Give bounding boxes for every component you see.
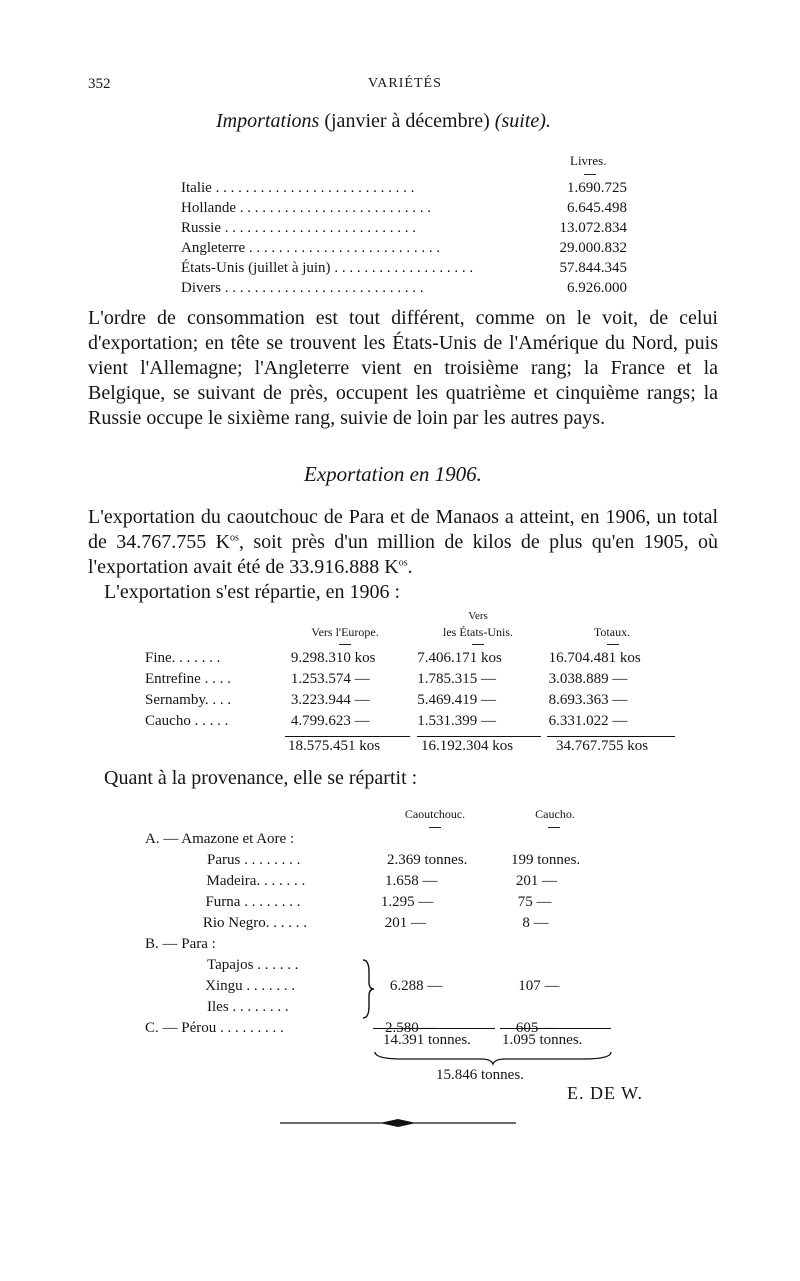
import-value: 6.645.498 xyxy=(567,200,627,216)
row-label: Iles xyxy=(207,999,229,1015)
import-row: Italie . . . . . . . . . . . . . . . . . . . . . . . . . . . 1.690.725 Hollande . . . . . . . . . . . . . . . . . . . . . . . . . . 6.645.498 Russie . . . . . . . . . . . . . . . . . . . . . . . . . . 13.072.834 Angleterre . . . . . . . . . . . . . . . . . . . . . . . . . . 29.000.832 États-Unis (juillet à juin) . . . . . . . . . . . . . . . . . . . 57.844.345 Divers . . . . . . . . . . . . . . . . . . . . . . . . . . . 6.926.000 xyxy=(181,180,627,296)
unit-label: Livres. xyxy=(570,153,607,168)
heading-italic: Importations xyxy=(216,110,320,132)
p2-part-b: , soit près d'un million de kilos de plus qu'en 1905, où l'exportation avait été de 33.916.888 K xyxy=(88,531,718,578)
page-number: 352 xyxy=(88,76,111,92)
cell-europe: 3.223.944 — xyxy=(290,692,370,708)
p2-sup-1: os xyxy=(230,532,239,544)
p2-part-c: . xyxy=(407,556,413,578)
table-row: Tapajos . . . . . . xyxy=(207,957,299,973)
cell-usa: 7.406.171 kos xyxy=(417,650,502,666)
cell-usa: 1.531.399 — xyxy=(417,713,497,729)
cell-caoutchouc: 2.580 — xyxy=(384,1020,438,1036)
row-label: Furna xyxy=(205,894,241,910)
total-usa: 16.192.304 kos xyxy=(421,738,514,754)
cell-usa: 5.469.419 — xyxy=(417,692,497,708)
row-label: Parus xyxy=(207,852,241,868)
heading-rest: (janvier à décembre) xyxy=(324,110,490,132)
prov-total-caoutchouc: 14.391 tonnes. xyxy=(383,1032,471,1048)
cell-caucho: 8 — xyxy=(522,915,549,931)
row-label: Madeira xyxy=(206,873,257,889)
export-col-totaux: Totaux. xyxy=(593,625,631,639)
brace-icon xyxy=(361,958,375,1020)
prov-col-caoutchouc: Caoutchouc. xyxy=(404,807,466,821)
col-dash xyxy=(429,827,441,828)
row-label: Rio Negro xyxy=(202,915,266,931)
cell-total: 16.704.481 kos xyxy=(548,650,641,666)
table-row: Parus . . . . . . . . 2.369 tonnes. 199 tonnes. xyxy=(145,850,625,871)
row-label: Caucho xyxy=(145,713,191,729)
import-value: 29.000.832 xyxy=(559,240,627,256)
cell-caucho: 605 — xyxy=(515,1020,558,1036)
total-rule xyxy=(285,736,410,737)
row-label: Sernamby xyxy=(145,692,205,708)
total-all: 34.767.755 kos xyxy=(556,738,649,754)
cell-caucho: 107 — xyxy=(518,978,560,994)
import-value: 13.072.834 xyxy=(559,220,627,236)
cell-caucho: 75 — xyxy=(517,894,552,910)
cell-total: 3.038.889 — xyxy=(548,671,628,687)
import-label: Angleterre xyxy=(181,240,246,256)
import-label: Hollande xyxy=(181,200,236,216)
total-brace-icon xyxy=(373,1050,613,1066)
import-value: 1.690.725 xyxy=(567,180,627,196)
table-row: Iles . . . . . . . . xyxy=(207,999,289,1015)
paragraph-consommation: L'ordre de consommation est tout différent, comme on le voit, de celui d'exportation; en tête se trouvent les États-Unis de l'Amérique du Nord, puis vient l'Allemagne; l'Angleterre vient en troisième rang; la France et la Belgique, se suivant de près, occupent les quatrième et cinquième rangs; la Russie occupe le sixième rang, suivie de loin par les autres pays. xyxy=(88,307,718,429)
import-value: 57.844.345 xyxy=(559,260,627,276)
paragraph-exportation xyxy=(88,505,718,580)
section-heading-exportation: Exportation en 1906. xyxy=(304,462,482,486)
col-dash xyxy=(607,644,619,645)
row-label: Tapajos xyxy=(207,957,254,973)
import-value: 6.926.000 xyxy=(567,280,627,296)
import-label: Italie xyxy=(181,180,212,196)
table-row: Entrefine . . . . 1.253.574 — 1.785.315 — 3.038.889 — xyxy=(145,669,675,690)
cell-caoutchouc: 1.295 — xyxy=(380,894,434,910)
export-totals xyxy=(288,738,686,755)
table-row: C. — Pérou . . . . . . . . . 2.580 — 605 — xyxy=(145,1018,625,1039)
prov-table xyxy=(145,829,625,1039)
prov-total-caucho: 1.095 tonnes. xyxy=(502,1032,583,1048)
table-row: Xingu . . . . . . . 6.288 — 107 — xyxy=(145,976,625,997)
heading-suite: (suite). xyxy=(494,110,551,132)
prov-col-caucho: Caucho. xyxy=(535,807,575,821)
table-row: Fine. . . . . . . 9.298.310 kos 7.406.171 kos 16.704.481 kos xyxy=(145,648,675,669)
group-label-b: B. — Para : xyxy=(145,936,216,952)
table-row: Madeira. . . . . . . 1.658 — 201 — xyxy=(145,871,625,892)
unit-dash xyxy=(584,174,596,175)
total-rule xyxy=(417,736,541,737)
group-label-a: A. — Amazone et Aore : xyxy=(145,831,295,847)
cell-total: 6.331.022 — xyxy=(548,713,628,729)
table-row: Caucho . . . . . 4.799.623 — 1.531.399 — 6.331.022 — xyxy=(145,711,675,732)
section-heading-importations xyxy=(216,110,551,133)
import-label: États-Unis (juillet à juin) xyxy=(181,260,331,276)
export-col-usa-line2: les États-Unis. xyxy=(443,625,513,639)
ornament-divider-icon xyxy=(280,1116,516,1130)
table-row: Furna . . . . . . . . 1.295 — 75 — xyxy=(145,892,625,913)
cell-europe: 9.298.310 kos xyxy=(290,650,376,666)
col-dash xyxy=(472,644,484,645)
table-row: Sernamby. . . . 3.223.944 — 5.469.419 — 8.693.363 — xyxy=(145,690,675,711)
row-label: Xingu xyxy=(205,978,243,994)
row-label: Entrefine xyxy=(145,671,201,687)
total-rule xyxy=(547,736,675,737)
total-rule xyxy=(500,1028,611,1029)
row-label: Fine xyxy=(145,650,172,666)
export-table xyxy=(145,648,675,732)
cell-europe: 4.799.623 — xyxy=(290,713,370,729)
cell-caoutchouc: 1.658 — xyxy=(384,873,438,889)
cell-caucho: 199 tonnes. xyxy=(511,852,581,868)
cell-europe: 1.253.574 — xyxy=(290,671,370,687)
table-row: Rio Negro. . . . . . 201 — 8 — xyxy=(145,913,625,934)
cell-caoutchouc: 201 — xyxy=(384,915,426,931)
export-col-europe: Vers l'Europe. xyxy=(311,625,379,639)
p2-sup-2: os xyxy=(398,557,408,569)
paragraph-repartition: L'exportation s'est répartie, en 1906 : xyxy=(104,581,401,603)
col-dash xyxy=(548,827,560,828)
cell-usa: 1.785.315 — xyxy=(417,671,497,687)
cell-caoutchouc: 2.369 tonnes. xyxy=(387,852,468,868)
import-label: Divers xyxy=(181,280,221,296)
running-title: VARIÉTÉS xyxy=(368,76,442,91)
prov-grand-total: 15.846 tonnes. xyxy=(436,1067,524,1083)
cell-total: 8.693.363 — xyxy=(548,692,628,708)
cell-caucho: 201 — xyxy=(515,873,558,889)
export-col-usa-line1: Vers xyxy=(468,610,488,622)
total-europe: 18.575.451 kos xyxy=(288,738,381,754)
paragraph-provenance: Quant à la provenance, elle se répartit : xyxy=(104,767,418,789)
p2-part-a: L'exportation du caoutchouc de Para et de Manaos a atteint, en 1906, un total de 34.767.755 K xyxy=(88,506,718,553)
col-dash xyxy=(339,644,351,645)
signature: E. DE W. xyxy=(567,1083,644,1103)
group-label-c: C. — Pérou xyxy=(145,1020,217,1036)
cell-caoutchouc: 6.288 — xyxy=(389,978,443,994)
import-label: Russie xyxy=(181,220,222,236)
total-rule xyxy=(373,1028,495,1029)
